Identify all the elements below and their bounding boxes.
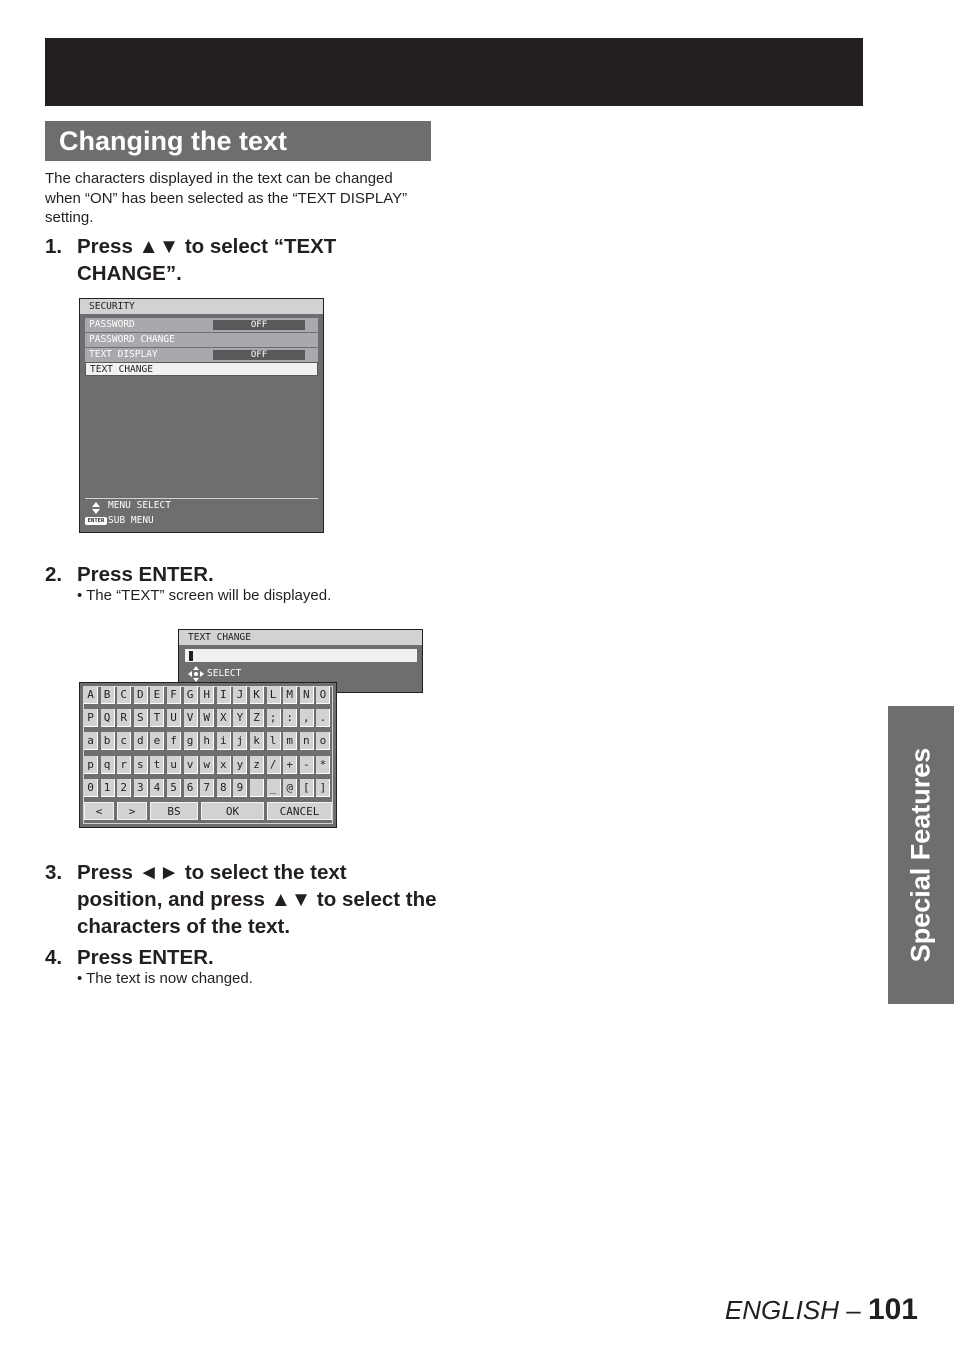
cursor-right-key[interactable]: > xyxy=(117,802,147,820)
keyboard-key[interactable]: ] xyxy=(316,779,330,797)
keyboard-key[interactable]: 7 xyxy=(200,779,214,797)
keyboard-key[interactable]: o xyxy=(316,732,330,750)
keyboard-key[interactable]: p xyxy=(84,756,98,774)
keyboard-key[interactable]: v xyxy=(184,756,198,774)
keyboard-key[interactable]: x xyxy=(217,756,231,774)
menu-row-text-change[interactable] xyxy=(85,362,318,376)
keyboard-key[interactable]: 8 xyxy=(217,779,231,797)
step-number: 4. xyxy=(45,946,63,969)
keyboard-key[interactable]: 2 xyxy=(117,779,131,797)
cross-arrow-icon xyxy=(188,666,204,682)
step-text: Press ENTER. xyxy=(77,563,214,586)
keyboard-key[interactable]: K xyxy=(250,686,264,704)
keyboard-key[interactable]: d xyxy=(134,732,148,750)
keyboard-key[interactable]: , xyxy=(300,709,314,727)
keyboard-key[interactable]: N xyxy=(300,686,314,704)
keyboard-key[interactable]: l xyxy=(267,732,281,750)
keyboard-key[interactable]: u xyxy=(167,756,181,774)
keyboard-key[interactable]: F xyxy=(167,686,181,704)
step-text: Press ▲▼ to select “TEXT CHANGE”. xyxy=(77,235,337,285)
keyboard-key[interactable]: W xyxy=(200,709,214,727)
keyboard-key[interactable]: . xyxy=(316,709,330,727)
keyboard-key[interactable]: B xyxy=(101,686,115,704)
page-footer xyxy=(725,1292,918,1328)
keyboard-key[interactable]: P xyxy=(84,709,98,727)
keyboard-key[interactable]: S xyxy=(134,709,148,727)
keyboard-key[interactable]: f xyxy=(167,732,181,750)
keyboard-key[interactable]: 5 xyxy=(167,779,181,797)
keyboard-key[interactable]: M xyxy=(283,686,297,704)
keyboard-key[interactable]: 9 xyxy=(233,779,247,797)
section-title: Changing the text xyxy=(45,121,431,161)
keyboard-key[interactable]: * xyxy=(316,756,330,774)
keyboard-key[interactable]: ; xyxy=(267,709,281,727)
menu-row-label: PASSWORD xyxy=(89,319,135,330)
keyboard-key[interactable]: a xyxy=(84,732,98,750)
keyboard-key[interactable]: J xyxy=(233,686,247,704)
keyboard-key[interactable]: @ xyxy=(283,779,297,797)
keyboard-key[interactable]: 6 xyxy=(184,779,198,797)
menu-row-label: PASSWORD CHANGE xyxy=(89,334,175,345)
keyboard-key[interactable]: y xyxy=(233,756,247,774)
intro-text: The characters displayed in the text can be changed when “ON” has been selected as the “TEXT DISPLAY” setting. xyxy=(45,170,408,226)
keyboard-key[interactable]: m xyxy=(283,732,297,750)
keyboard-key[interactable]: q xyxy=(101,756,115,774)
step-text: Press ◄► to select the text position, and press ▲▼ to select the characters of the text. xyxy=(77,861,437,938)
menu-row-label: TEXT DISPLAY xyxy=(89,349,158,360)
keyboard-key[interactable] xyxy=(250,779,264,797)
page-number: 101 xyxy=(867,1293,918,1326)
cancel-key[interactable]: CANCEL xyxy=(267,802,332,820)
keyboard-key[interactable]: e xyxy=(150,732,164,750)
keyboard-key[interactable]: 0 xyxy=(84,779,98,797)
keyboard-key[interactable]: V xyxy=(184,709,198,727)
keyboard-key[interactable]: k xyxy=(250,732,264,750)
keyboard-key[interactable]: U xyxy=(167,709,181,727)
step-number: 2. xyxy=(45,563,63,586)
keyboard-key[interactable]: + xyxy=(283,756,297,774)
step-text: Press ENTER. xyxy=(77,946,214,969)
text-input-field[interactable] xyxy=(185,649,417,662)
keyboard-key[interactable]: Y xyxy=(233,709,247,727)
keyboard-key[interactable]: g xyxy=(184,732,198,750)
keyboard-key[interactable]: [ xyxy=(300,779,314,797)
menu-title: SECURITY xyxy=(80,299,323,314)
keyboard-key[interactable]: L xyxy=(267,686,281,704)
side-tab-label: Special Features xyxy=(905,747,936,963)
step-number: 3. xyxy=(45,861,63,884)
backspace-key[interactable]: BS xyxy=(150,802,198,820)
keyboard-key[interactable]: I xyxy=(217,686,231,704)
keyboard-key[interactable]: r xyxy=(117,756,131,774)
keyboard-key[interactable]: R xyxy=(117,709,131,727)
cursor-left-key[interactable]: < xyxy=(84,802,114,820)
step-number: 1. xyxy=(45,235,63,258)
keyboard-key[interactable]: c xyxy=(117,732,131,750)
keyboard-key[interactable]: j xyxy=(233,732,247,750)
select-hint: SELECT xyxy=(207,668,242,679)
menu-row-value: OFF xyxy=(213,320,305,330)
keyboard-key[interactable]: O xyxy=(316,686,330,704)
keyboard-key[interactable]: C xyxy=(117,686,131,704)
menu-row-value: OFF xyxy=(213,350,305,360)
keyboard-key[interactable]: s xyxy=(134,756,148,774)
security-menu xyxy=(79,298,324,533)
keyboard-key[interactable]: _ xyxy=(267,779,281,797)
menu-footer-sub: SUB MENU xyxy=(108,515,154,526)
side-tab xyxy=(888,706,954,1004)
keyboard-key[interactable]: - xyxy=(300,756,314,774)
menu-row-password[interactable] xyxy=(85,318,318,332)
keyboard-key[interactable]: Q xyxy=(101,709,115,727)
keyboard-key[interactable]: : xyxy=(283,709,297,727)
keyboard-key[interactable]: 4 xyxy=(150,779,164,797)
panel-title: TEXT CHANGE xyxy=(179,630,422,645)
keyboard-key[interactable]: z xyxy=(250,756,264,774)
text-cursor xyxy=(189,651,193,661)
keyboard-key[interactable]: h xyxy=(200,732,214,750)
keyboard-key[interactable]: X xyxy=(217,709,231,727)
keyboard-key[interactable]: T xyxy=(150,709,164,727)
keyboard-key[interactable]: w xyxy=(200,756,214,774)
up-down-arrow-icon xyxy=(91,502,101,514)
ok-key[interactable]: OK xyxy=(201,802,264,820)
menu-footer-select: MENU SELECT xyxy=(108,500,171,511)
keyboard-key[interactable]: b xyxy=(101,732,115,750)
keyboard-key[interactable]: 1 xyxy=(101,779,115,797)
menu-row-text-display[interactable] xyxy=(85,348,318,362)
keyboard-key[interactable]: 3 xyxy=(134,779,148,797)
step-2-note: • The “TEXT” screen will be displayed. xyxy=(77,587,332,604)
menu-divider xyxy=(85,498,318,499)
keyboard-key[interactable]: / xyxy=(267,756,281,774)
keyboard-key[interactable]: H xyxy=(200,686,214,704)
keyboard-key[interactable]: i xyxy=(217,732,231,750)
keyboard-key[interactable]: D xyxy=(134,686,148,704)
menu-row-password-change[interactable] xyxy=(85,333,318,347)
menu-row-label: TEXT CHANGE xyxy=(90,364,153,375)
keyboard-key[interactable]: n xyxy=(300,732,314,750)
footer-language: ENGLISH xyxy=(724,1295,840,1325)
keyboard-key[interactable]: t xyxy=(150,756,164,774)
keyboard-key[interactable]: E xyxy=(150,686,164,704)
keyboard-key[interactable]: Z xyxy=(250,709,264,727)
keyboard-key[interactable]: G xyxy=(184,686,198,704)
header-bar xyxy=(45,38,863,106)
footer-dash: – xyxy=(839,1295,868,1325)
step-4-note: • The text is now changed. xyxy=(77,970,253,987)
enter-badge-icon: ENTER xyxy=(85,517,107,525)
keyboard-key[interactable]: A xyxy=(84,686,98,704)
